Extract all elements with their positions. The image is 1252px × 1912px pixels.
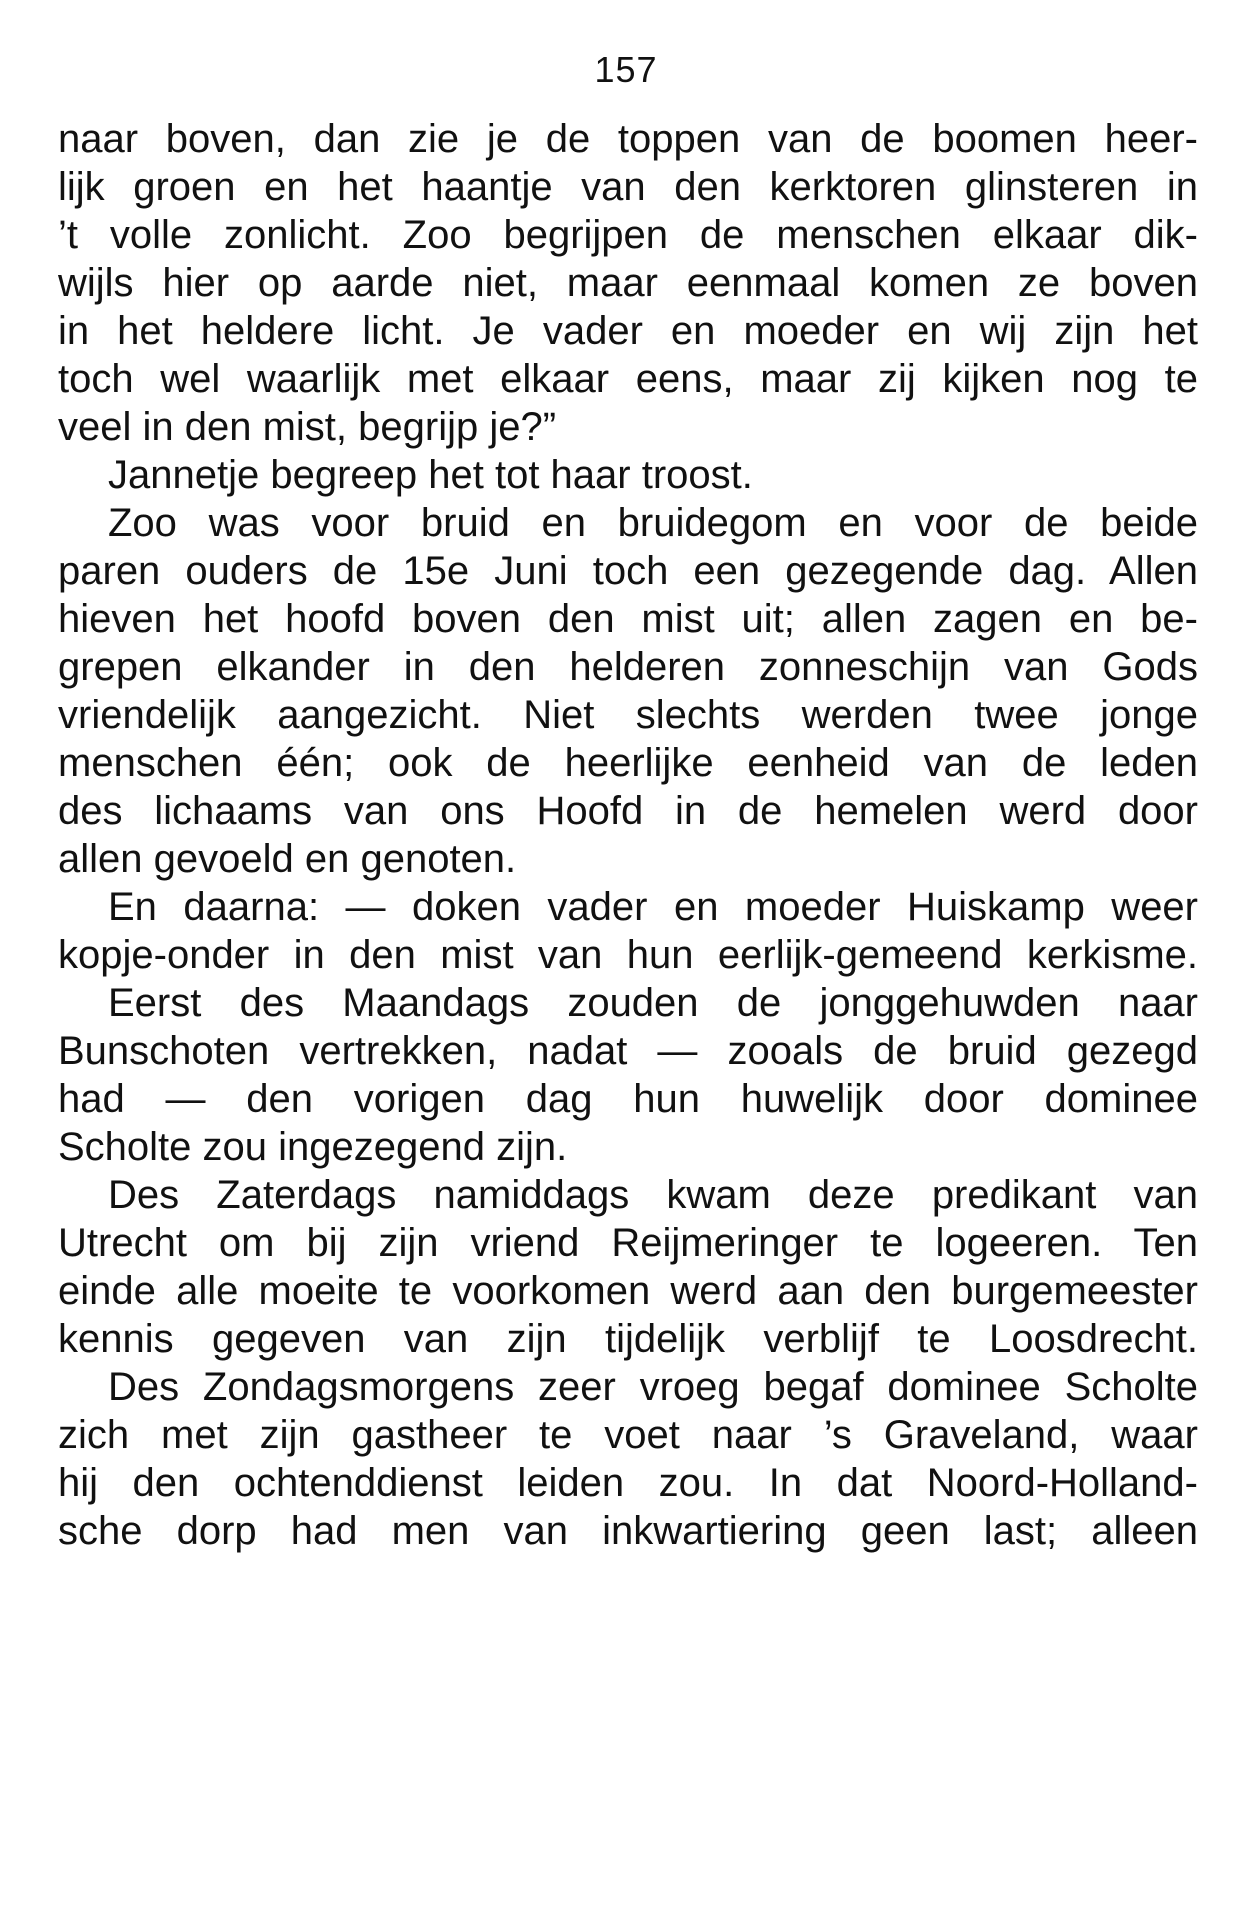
- text-line: Utrecht om bij zijn vriend Reijmeringer te logeeren. Ten: [58, 1221, 1198, 1265]
- text-line: grepen elkander in den helderen zonneschijn van Gods: [58, 645, 1198, 689]
- text-line: wijls hier op aarde niet, maar eenmaal komen ze boven: [58, 261, 1198, 305]
- text-line: paren ouders de 15e Juni toch een gezegende dag. Allen: [58, 549, 1198, 593]
- text-line: ’t volle zonlicht. Zoo begrijpen de menschen elkaar dik-: [58, 213, 1198, 257]
- text-line: Des Zondagsmorgens zeer vroeg begaf dominee Scholte: [108, 1365, 1198, 1409]
- text-line: zich met zijn gastheer te voet naar ’s Graveland, waar: [58, 1413, 1198, 1457]
- text-line: Scholte zou ingezegend zijn.: [58, 1125, 568, 1169]
- page-number: 157: [594, 49, 658, 90]
- text-line: hieven het hoofd boven den mist uit; allen zagen en be-: [58, 597, 1198, 641]
- text-line: veel in den mist, begrijp je?”: [58, 405, 557, 449]
- text-line: sche dorp had men van inkwartiering geen last; alleen: [58, 1509, 1198, 1553]
- text-line: einde alle moeite te voorkomen werd aan den burgemeester: [58, 1269, 1198, 1313]
- text-line: Des Zaterdags namiddags kwam deze predikant van: [108, 1173, 1198, 1217]
- text-line: toch wel waarlijk met elkaar eens, maar zij kijken nog te: [58, 357, 1198, 401]
- text-line: lijk groen en het haantje van den kerktoren glinsteren in: [58, 165, 1198, 209]
- text-line: Bunschoten vertrekken, nadat — zooals de bruid gezegd: [58, 1029, 1198, 1073]
- text-line: vriendelijk aangezicht. Niet slechts werden twee jonge: [58, 693, 1198, 737]
- text-line: Jannetje begreep het tot haar troost.: [108, 453, 753, 497]
- text-line: naar boven, dan zie je de toppen van de boomen heer-: [58, 117, 1198, 161]
- text-line: des lichaams van ons Hoofd in de hemelen werd door: [58, 789, 1198, 833]
- text-line: kopje-onder in den mist van hun eerlijk-gemeend kerkisme.: [58, 933, 1198, 977]
- text-line: En daarna: — doken vader en moeder Huiskamp weer: [108, 885, 1198, 929]
- text-line: had — den vorigen dag hun huwelijk door dominee: [58, 1077, 1198, 1121]
- text-line: Zoo was voor bruid en bruidegom en voor de beide: [108, 501, 1198, 545]
- text-line: in het heldere licht. Je vader en moeder en wij zijn het: [58, 309, 1198, 353]
- text-line: menschen één; ook de heerlijke eenheid van de leden: [58, 741, 1198, 785]
- text-line: hij den ochtenddienst leiden zou. In dat Noord-Holland-: [58, 1461, 1198, 1505]
- text-line: kennis gegeven van zijn tijdelijk verblijf te Loosdrecht.: [58, 1317, 1198, 1361]
- text-line: allen gevoeld en genoten.: [58, 837, 517, 881]
- text-line: Eerst des Maandags zouden de jonggehuwden naar: [108, 981, 1198, 1025]
